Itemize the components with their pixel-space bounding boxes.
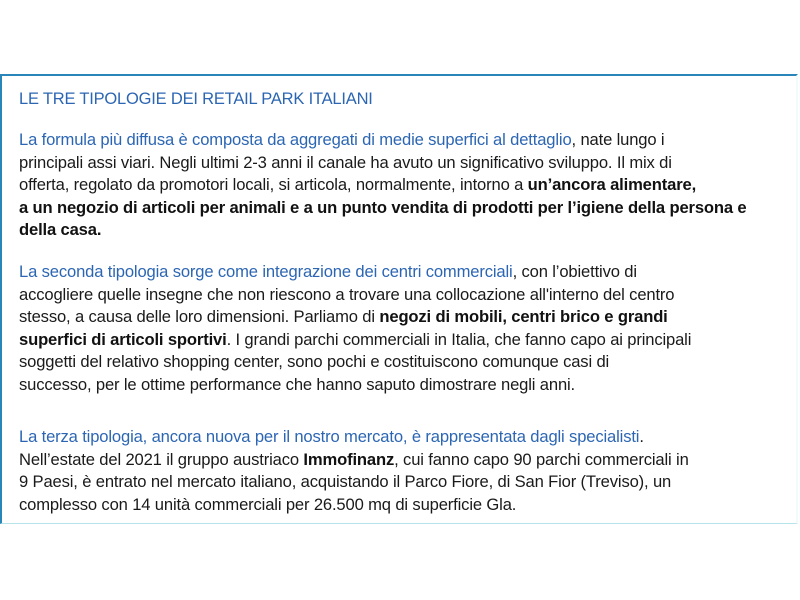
lead-text: La seconda tipologia sorge come integrazione dei centri commerciali [19, 262, 513, 281]
text-line: successo, per le ottime performance che hanno saputo dimostrare negli anni. [19, 374, 576, 394]
text-line: soggetti del relativo shopping center, sono pochi e costituiscono comunque casi di [19, 352, 610, 371]
article-heading: LE TRE TIPOLOGIE DEI RETAIL PARK ITALIANI [19, 90, 373, 108]
text-line: principali assi viari. Negli ultimi 2-3 anni il canale ha avuto un significativo sviluppo. Il mix di [19, 152, 672, 172]
text-line: La formula più diffusa è composta da aggregati di medie superfici al dettaglio, nate lungo i [19, 130, 665, 149]
text-line: offerta, regolato da promotori locali, si articola, normalmente, intorno a un’ancora alimentare, [19, 175, 697, 194]
paragraph-first-type [19, 129, 789, 242]
bold-text: Immofinanz [303, 449, 395, 469]
text-line: Nell’estate del 2021 il gruppo austriaco Immofinanz, cui fanno capo 90 parchi commerciali in [19, 449, 689, 469]
article-box [0, 74, 798, 524]
text-line: La terza tipologia, ancora nuova per il nostro mercato, è rappresentata dagli specialisti. [19, 427, 644, 446]
text-line: complesso con 14 unità commerciali per 26.500 mq di superficie Gla. [19, 494, 517, 514]
bold-text: a un negozio di articoli per animali e a un punto vendita di prodotti per l’igiene della persona e [19, 197, 747, 217]
text-line [19, 197, 789, 220]
text-line [19, 219, 789, 242]
text-line: stesso, a causa delle loro dimensioni. Parliamo di negozi di mobili, centri brico e grandi [19, 307, 668, 326]
text-line: 9 Paesi, è entrato nel mercato italiano, acquistando il Parco Fiore, di San Fior (Treviso), un [19, 472, 672, 491]
lead-text: La terza tipologia, ancora nuova per il nostro mercato, è rappresentata dagli specialisti [19, 427, 640, 446]
text-line: accogliere quelle insegne che non riescono a trovare una collocazione all'interno del centro [19, 284, 675, 304]
text-line: superfici di articoli sportivi. I grandi parchi commerciali in Italia, che fanno capo ai principali [19, 329, 692, 349]
paragraph-second-type [19, 261, 789, 396]
bold-text: negozi di mobili, centri brico e grandi [379, 307, 668, 326]
bold-text: superfici di articoli sportivi [19, 329, 227, 349]
bold-text: un’ancora alimentare, [527, 175, 697, 194]
paragraph-third-type [19, 426, 789, 516]
text-line: La seconda tipologia sorge come integrazione dei centri commerciali, con l’obiettivo di [19, 262, 637, 281]
bold-text: della casa. [19, 220, 102, 239]
lead-text: La formula più diffusa è composta da aggregati di medie superfici al dettaglio [19, 130, 572, 149]
